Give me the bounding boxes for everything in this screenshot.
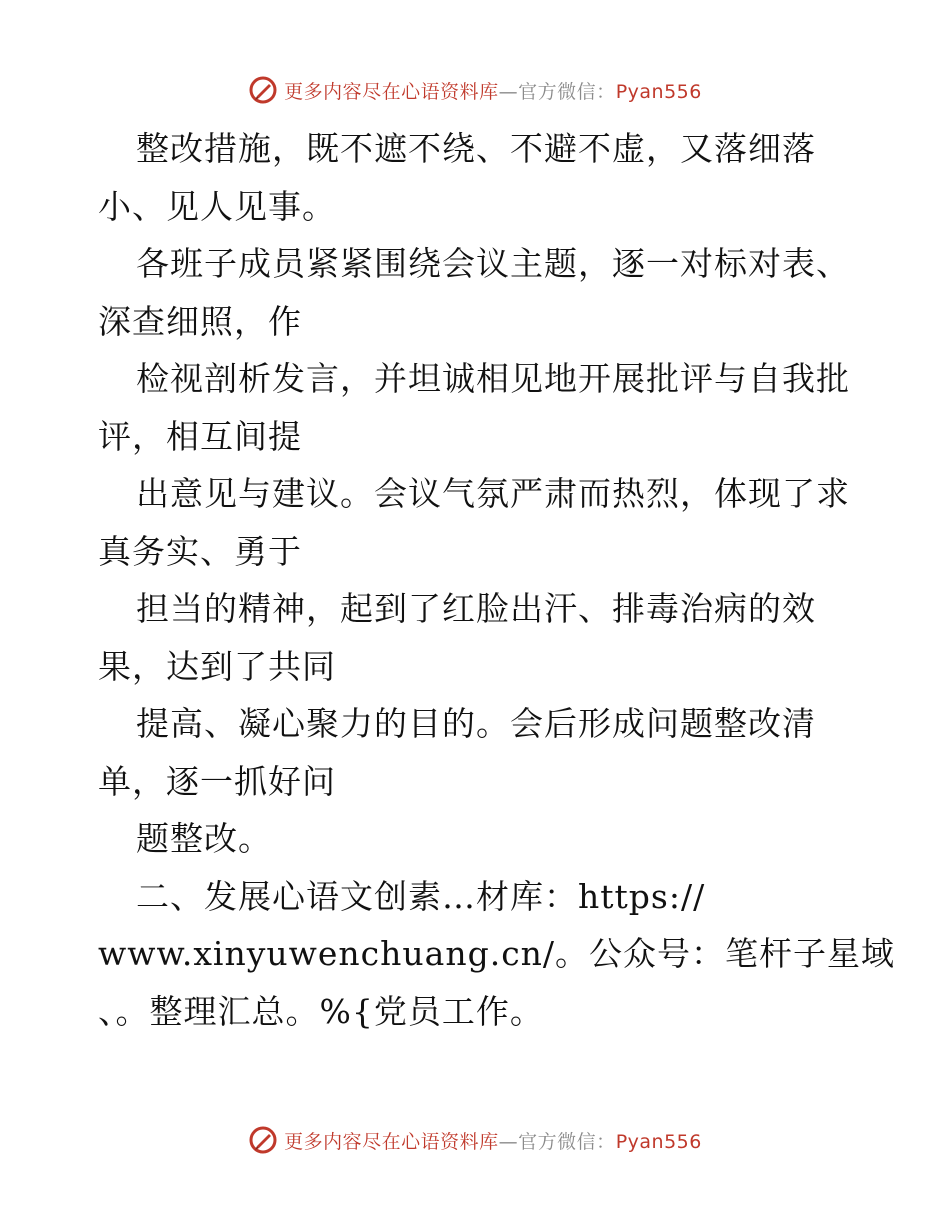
- text-line: 出意见与建议。会议气氛严肃而热烈，体现了求: [136, 474, 850, 513]
- pen-logo-icon: [248, 1125, 278, 1155]
- text-line: 小、见人见事。: [98, 186, 336, 226]
- watermark-main: 更多内容尽在心语资料库: [284, 1130, 499, 1153]
- footer-watermark: [0, 1120, 950, 1160]
- watermark-handle: Pyan556: [615, 1130, 702, 1153]
- text-line: 评，相互间提: [98, 416, 302, 456]
- text-line: 检视剖析发言，并坦诚相见地开展批评与自我批: [136, 359, 850, 398]
- text-line: 整改措施，既不遮不绕、不避不虚，又落细落: [136, 129, 816, 168]
- watermark-text: [284, 77, 702, 104]
- text-line: 提高、凝心聚力的目的。会后形成问题整改清: [136, 704, 816, 743]
- text-line: 果，达到了共同: [98, 646, 336, 686]
- text-line: 、。整理汇总。%{党员工作。: [98, 991, 544, 1031]
- watermark-official: 官方微信: [518, 80, 597, 103]
- text-line: 真务实、勇于: [98, 531, 302, 571]
- text-line: www.xinyuwenchuang.cn/。公众号：笔杆子星域: [98, 934, 896, 973]
- text-line: 各班子成员紧紧围绕会议主题，逐一对标对表、: [136, 244, 850, 283]
- text-line: 二、发展心语文创素…材库：https://: [136, 876, 706, 916]
- text-line: 单，逐一抓好问: [98, 761, 336, 801]
- document-body: [98, 120, 896, 1040]
- text-line: 深查细照，作: [98, 301, 302, 341]
- header-watermark: [0, 70, 950, 110]
- watermark-dash: —: [498, 1130, 519, 1153]
- pen-logo-icon: [248, 75, 278, 105]
- text-line: 担当的精神，起到了红脸出汗、排毒治病的效: [136, 589, 816, 628]
- watermark-main: 更多内容尽在心语资料库: [284, 80, 499, 103]
- watermark-handle: Pyan556: [615, 80, 702, 103]
- watermark-official: 官方微信: [518, 1130, 597, 1153]
- watermark-colon: ：: [596, 80, 616, 103]
- text-line: 题整改。: [136, 819, 272, 858]
- watermark-colon: ：: [596, 1130, 616, 1153]
- watermark-text: [284, 1127, 702, 1154]
- watermark-dash: —: [498, 80, 519, 103]
